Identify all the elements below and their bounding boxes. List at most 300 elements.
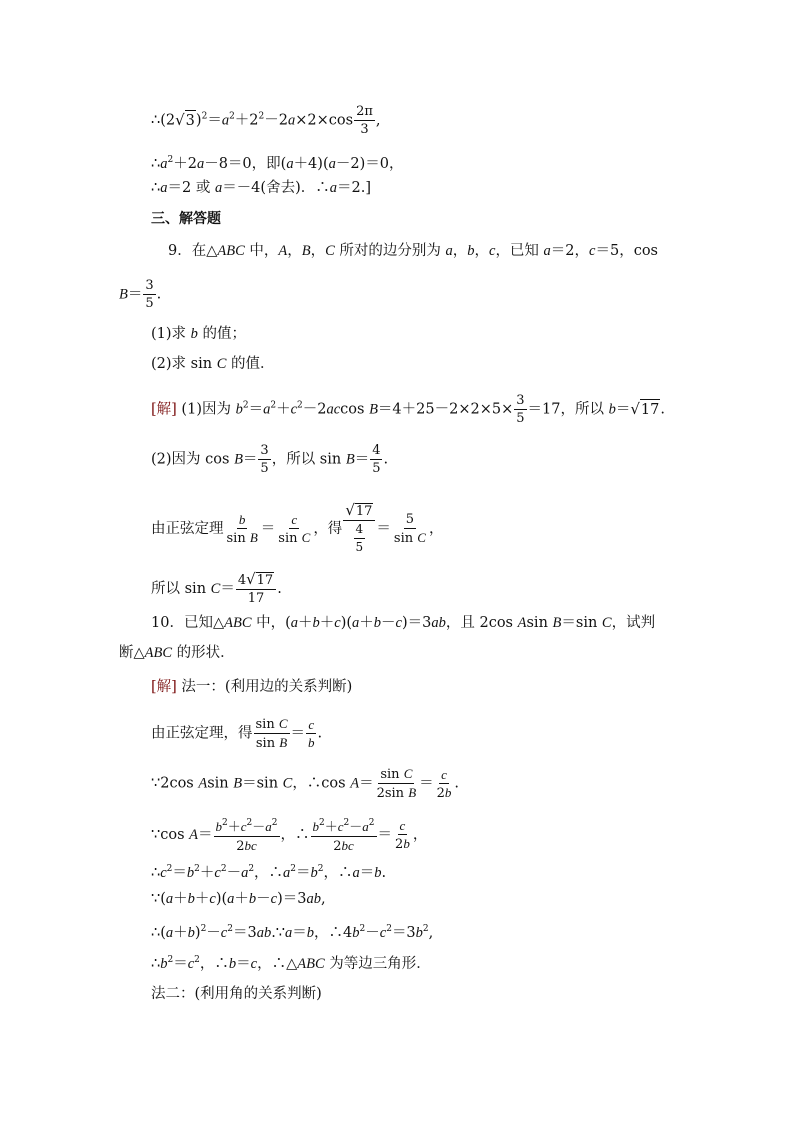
fraction (254, 716, 290, 751)
text: . (317, 725, 323, 742)
numerator: 3 (260, 443, 269, 458)
text: 9．在△ (168, 243, 218, 259)
text: － (365, 925, 380, 941)
var: a (329, 180, 337, 196)
var: b (403, 836, 410, 851)
text: ＝ (172, 865, 187, 881)
text: (1)求 (151, 326, 191, 342)
text: ∵cos (151, 827, 190, 843)
text: ＝ (290, 725, 306, 742)
exponent: 2 (290, 864, 297, 874)
var: a (263, 401, 271, 418)
var: bc (244, 838, 257, 853)
text: ∵( (151, 891, 166, 907)
text: ＝ (359, 865, 375, 881)
text: )( (340, 615, 353, 631)
text: . (381, 865, 387, 881)
denominator: b (308, 735, 315, 750)
fraction (370, 443, 382, 476)
fraction (306, 717, 317, 750)
var: b (374, 865, 382, 881)
var: a (352, 615, 360, 631)
var: c (337, 819, 344, 834)
text: ＝ (377, 827, 393, 843)
section-heading: 三、解答题 (151, 211, 221, 227)
text: －2 (264, 112, 288, 129)
var: a (160, 180, 168, 196)
text: ＋ (276, 401, 291, 418)
text: ＋ (199, 865, 215, 881)
var: b (312, 615, 320, 631)
text: ＝ (198, 827, 213, 843)
var: A (278, 243, 288, 259)
text: ＝4＋25－2×2×5× (377, 401, 514, 418)
text: ， (287, 243, 302, 259)
text: sin (226, 531, 250, 546)
var: ABC (224, 615, 252, 631)
numerator: 2π (356, 104, 373, 119)
fraction (258, 443, 270, 476)
denominator: 5 (145, 296, 154, 311)
fraction (393, 818, 412, 852)
exponent: 2 (167, 955, 174, 965)
text: ，所以 sin (271, 451, 346, 468)
question-9-part-1 (151, 324, 246, 344)
var: c (220, 925, 228, 941)
text: ＝sin (242, 775, 283, 792)
text: ＝ (615, 401, 631, 418)
var: b (186, 865, 195, 881)
text: ＋ (298, 615, 313, 631)
var: b (215, 819, 222, 834)
var: B (119, 286, 128, 303)
exponent: 2 (220, 864, 227, 874)
text: ＝ (292, 925, 307, 941)
text: ) (195, 112, 202, 129)
text: ＝ (127, 286, 143, 303)
var: ab (306, 891, 321, 907)
exponent: 2 (194, 864, 200, 874)
var: B (552, 615, 562, 631)
solution-10-line-3 (151, 816, 427, 854)
text: ∵2cos (151, 775, 199, 792)
var: a (352, 865, 360, 881)
text: ，∴△ (257, 956, 298, 972)
text: ＋ (234, 891, 249, 907)
cosine-rule-fraction (311, 816, 377, 854)
var: c (395, 615, 402, 631)
var: c (187, 956, 195, 972)
var: C (417, 530, 426, 545)
text: ，∴ (199, 956, 229, 972)
text: ＝3 (232, 925, 257, 941)
var: C (210, 581, 221, 597)
text: ，∴ (254, 865, 284, 881)
text: ＝ (236, 956, 251, 972)
var: b (373, 615, 382, 631)
var: a (543, 243, 551, 259)
text: ＝17，所以 (527, 401, 609, 418)
text: sin (255, 717, 279, 732)
text: sin (255, 736, 280, 751)
derivation-line-2 (151, 150, 403, 174)
var: b (190, 326, 198, 342)
var: a (286, 156, 294, 172)
var: b (187, 891, 195, 907)
var: c (214, 865, 221, 881)
var: b (160, 956, 168, 972)
var: a (362, 819, 369, 834)
fraction (375, 766, 419, 801)
text: ＋ (194, 891, 210, 907)
exponent: 2 (194, 955, 200, 965)
text: ＝ (248, 401, 264, 418)
var: b (187, 925, 195, 941)
var: ac (326, 401, 341, 418)
question-9-line-2 (119, 278, 161, 311)
text: sin (278, 531, 302, 546)
text: ， (428, 521, 444, 537)
numerator: 3 (516, 393, 525, 408)
text: 断△ (119, 645, 145, 661)
text: ＋2 (173, 156, 197, 172)
denominator: 5 (516, 411, 525, 426)
exponent: 2 (270, 400, 277, 411)
denominator: 3 (360, 122, 369, 137)
text: 2 (236, 839, 245, 854)
solution-10-line-2 (151, 766, 459, 801)
radicand: 17 (256, 573, 274, 588)
text: ， (452, 243, 468, 259)
var: ABC (217, 243, 245, 259)
denominator: 5 (260, 461, 269, 476)
numerator: c (399, 818, 406, 833)
solution-10-line-5 (151, 889, 326, 909)
solution-tag: [解] (151, 679, 177, 695)
var: a (160, 156, 168, 172)
exponent: 2 (227, 924, 233, 934)
var: a (241, 865, 249, 881)
denominator: 5 (355, 540, 364, 554)
var: ab (431, 615, 446, 631)
text: ＝ (296, 865, 311, 881)
text: ＋ (173, 925, 188, 941)
text: ＋ (359, 615, 374, 631)
var: a (214, 180, 223, 196)
text: ＋4)( (293, 156, 329, 172)
var: b (467, 243, 475, 259)
text: ∴ (151, 156, 161, 172)
var: a (265, 819, 272, 834)
fraction: 4 √ 17 17 (236, 572, 276, 606)
text: sin (526, 615, 553, 631)
text: )( (215, 891, 228, 907)
var: C (601, 615, 612, 631)
text: ＋ (173, 891, 188, 907)
text: ∴ (151, 865, 161, 881)
text: ＝2， (550, 243, 590, 259)
text: ＝ (220, 581, 235, 597)
text: ，已知 (495, 243, 544, 259)
text: sin (207, 775, 234, 792)
text: ＋ (324, 820, 338, 835)
numerator: c (291, 512, 298, 527)
text: ×2×cos (295, 112, 354, 129)
text: ∴ (151, 956, 161, 972)
var: a (285, 925, 293, 941)
var: a (283, 865, 291, 881)
exponent: 2 (258, 111, 265, 122)
fraction (354, 104, 375, 137)
var: c (589, 243, 596, 259)
var: b (312, 819, 320, 834)
var: C (278, 716, 288, 731)
exponent: 2 (242, 400, 249, 411)
text: ∴(2 (151, 112, 176, 129)
text: ) (194, 925, 201, 941)
text: 所以 sin (151, 581, 211, 597)
text: , (320, 891, 326, 907)
var: a (288, 112, 296, 129)
text: ＝3 (391, 925, 416, 941)
var: A (198, 775, 208, 792)
var: c (290, 401, 297, 418)
text: 10．已知△ (151, 615, 225, 631)
var: a (165, 925, 174, 941)
var: B (369, 401, 378, 418)
text: ＝ (207, 112, 222, 129)
var: B (345, 451, 355, 468)
exponent: 2 (343, 818, 350, 828)
exponent: 2 (422, 924, 429, 934)
text: － (381, 615, 396, 631)
var: b (444, 784, 452, 800)
complex-fraction: √ 17 $\frac{4}{5}$ (343, 503, 375, 555)
radicand: 17 (355, 504, 373, 519)
text: (2)因为 cos (151, 451, 235, 468)
var: c (240, 819, 247, 834)
exponent: 2 (368, 818, 375, 828)
text: sin (380, 767, 404, 782)
denominator: 17 (247, 591, 265, 606)
text: ＝ (173, 956, 188, 972)
text: 为等边三角形． (324, 956, 431, 972)
text: 由正弦定理，得 (151, 725, 253, 742)
fraction (143, 278, 155, 311)
var: a (221, 112, 230, 129)
var: c (209, 891, 216, 907)
numerator: 3 (145, 278, 154, 293)
text: ＝ (419, 775, 434, 792)
text: ， (412, 827, 428, 843)
fraction (435, 767, 454, 801)
numerator: 5 (405, 512, 415, 527)
var: b (248, 891, 257, 907)
text: ＝ (359, 775, 374, 792)
text: . (454, 775, 460, 792)
exponent: 2 (166, 864, 173, 874)
text: ， (310, 243, 326, 259)
var: a (445, 243, 453, 259)
var: ab (256, 925, 272, 941)
text: －8＝0，即( (204, 156, 287, 172)
text: ，∴ (323, 865, 353, 881)
text: 的值． (226, 356, 275, 372)
cosine-rule-fraction (214, 816, 280, 854)
var: ABC (297, 956, 325, 972)
text: －2)＝0， (335, 156, 404, 172)
text: ∴( (151, 925, 166, 941)
text: . (156, 286, 162, 303)
text: － (349, 820, 363, 835)
var: b (228, 956, 237, 972)
text: ，且 2cos (445, 615, 518, 631)
text: ＝2.] (336, 180, 371, 196)
text: )＝3 (277, 891, 307, 907)
text: . (277, 581, 282, 597)
exponent: 2 (297, 400, 303, 411)
var: c (379, 925, 387, 941)
text: cos (340, 401, 370, 418)
fraction (276, 512, 312, 546)
text: . (383, 451, 389, 468)
fraction (225, 512, 260, 546)
solution-10-method-1 (151, 677, 352, 697)
numerator: c (441, 766, 447, 782)
text: , (375, 112, 381, 129)
var: C (301, 530, 311, 545)
text: ＋2 (234, 112, 259, 129)
var: a (196, 156, 205, 172)
var: a (290, 615, 299, 631)
solution-tag: [解] (151, 401, 177, 418)
var: B (408, 785, 417, 800)
text: ＝ (376, 521, 391, 537)
text: 2sin (376, 786, 409, 801)
solution-9-line-3 (151, 503, 443, 555)
text: ，∴cos (292, 775, 351, 792)
numerator: 4 (372, 443, 381, 458)
text: ，∴ (280, 827, 310, 843)
text: 2 (395, 837, 404, 852)
exponent: 2 (200, 924, 207, 934)
text: － (206, 925, 221, 941)
exponent: 2 (359, 924, 366, 934)
var: c (334, 615, 341, 631)
text: 所对的边分别为 (334, 243, 446, 259)
text: 的形状． (172, 645, 235, 661)
text: 4 (237, 573, 247, 588)
var: B (234, 451, 243, 468)
exponent: 2 (248, 864, 255, 874)
text: sin (393, 531, 418, 546)
var: A (350, 775, 360, 792)
text: －2 (302, 401, 327, 418)
numerator: 4 (354, 522, 366, 539)
derivation-line-3 (151, 178, 371, 198)
text: ，得 (313, 521, 343, 537)
text: ＝ (354, 451, 370, 468)
fraction (514, 393, 526, 426)
text: ＝2 或 (167, 180, 215, 196)
denominator: 5 (372, 461, 381, 476)
var: b (608, 401, 616, 418)
fraction (392, 512, 428, 546)
text: , (428, 925, 434, 941)
text: 由正弦定理 (151, 521, 224, 537)
var: B (233, 775, 243, 792)
text: 2 (436, 785, 445, 801)
question-10-line-1 (151, 613, 655, 633)
var: C (325, 243, 335, 259)
var: A (189, 827, 198, 843)
text: ，∴4 (314, 925, 353, 941)
var: b (235, 401, 243, 418)
numerator: b (238, 512, 246, 527)
solution-9-line-1 (151, 393, 665, 426)
var: bc (341, 838, 354, 853)
text: ＝ (242, 451, 258, 468)
var: c (489, 243, 496, 259)
text: . (660, 401, 665, 418)
sqrt: √ 17 (630, 399, 660, 418)
var: c (160, 865, 167, 881)
text: ， (474, 243, 489, 259)
text: ＝sin (561, 615, 602, 631)
text: ＝ (260, 521, 276, 537)
exponent: 2 (319, 818, 325, 828)
var: c (270, 891, 278, 907)
numerator: c (308, 717, 315, 732)
solution-10-line-6 (151, 919, 433, 943)
text: 中， (244, 243, 279, 259)
var: b (415, 925, 423, 941)
exponent: 2 (201, 111, 208, 122)
solution-10-line-7 (151, 950, 431, 974)
exponent: 2 (229, 111, 235, 122)
text: － (252, 820, 266, 835)
exponent: 2 (386, 924, 392, 934)
text: 法一：(利用边的关系判断) (176, 679, 353, 695)
text: (2)求 sin (151, 356, 217, 372)
exponent: 2 (271, 818, 278, 828)
text: － (256, 891, 271, 907)
var: b (306, 925, 315, 941)
text: 中，( (251, 615, 291, 631)
radicand: 17 (640, 399, 660, 420)
text: 的值； (197, 326, 247, 342)
var: ABC (144, 645, 173, 661)
solution-10-method-2: 法二：(利用角的关系判断) (151, 986, 322, 1002)
var: c (250, 956, 258, 972)
text: ＋ (319, 615, 335, 631)
derivation-line-1 (151, 104, 381, 137)
text: )＝3 (401, 615, 432, 631)
question-9-part-2 (151, 354, 274, 374)
var: b (352, 925, 360, 941)
question-10-line-2 (119, 643, 235, 663)
var: a (328, 156, 336, 172)
sqrt: √ 3 (175, 110, 195, 129)
var: A (517, 615, 527, 631)
text: ＝－4(舍去)．∴ (222, 180, 330, 196)
exponent: 2 (317, 864, 324, 874)
exponent: 2 (167, 155, 174, 165)
text: － (226, 865, 242, 881)
solution-10-line-1 (151, 716, 322, 751)
var: C (403, 766, 413, 781)
solution-10-line-4 (151, 859, 386, 883)
